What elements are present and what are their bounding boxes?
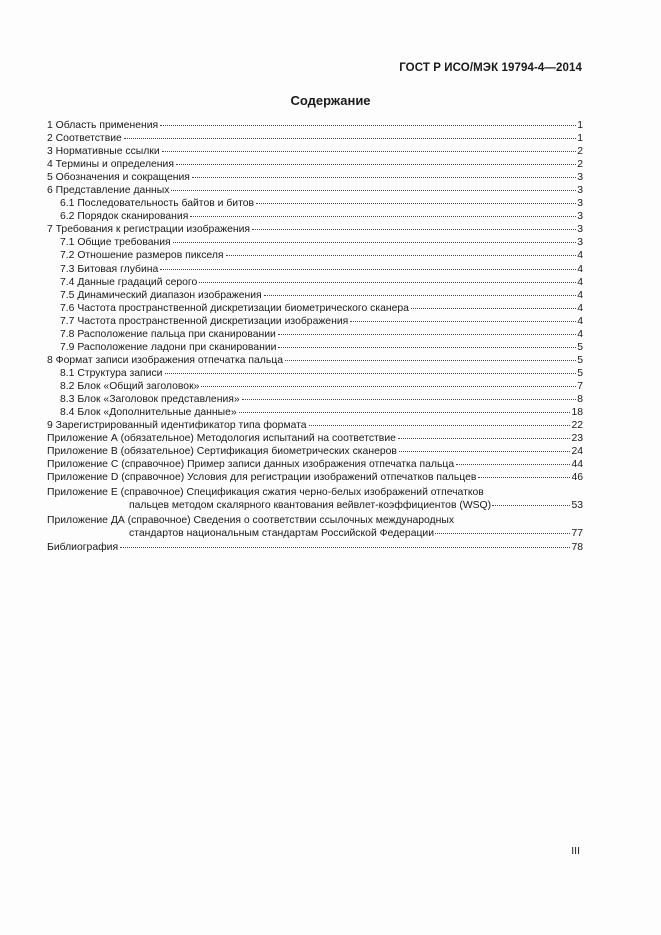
toc-page-number: 5 bbox=[577, 341, 583, 353]
toc-entry-label: 7.3 Битовая глубина bbox=[60, 263, 159, 275]
toc-leader-dots bbox=[165, 373, 577, 374]
toc-entry-label: 6.2 Порядок сканирования bbox=[60, 211, 189, 223]
toc-entry[interactable] bbox=[47, 197, 583, 210]
toc-entry-label: 5 Обозначения и сокращения bbox=[47, 172, 190, 184]
toc-entry[interactable] bbox=[47, 276, 583, 289]
toc-entry[interactable] bbox=[47, 471, 583, 484]
toc-entry-label: 4 Термины и определения bbox=[47, 159, 174, 171]
toc-entry-label: 7.4 Данные градаций серого bbox=[60, 276, 198, 288]
toc-page-number: 7 bbox=[577, 380, 583, 392]
toc-leader-dots bbox=[226, 255, 576, 256]
toc-page-number: 5 bbox=[577, 354, 583, 366]
toc-leader-dots bbox=[399, 451, 571, 452]
toc-entry-label: Приложение Е (справочное) Спецификация сжатия черно-белых изображений отпечатков bbox=[47, 487, 484, 499]
toc-entry-label: Приложение С (справочное) Пример записи данных изображения отпечатка пальца bbox=[47, 459, 455, 471]
toc-page-number: 2 bbox=[577, 159, 583, 171]
toc-entry-label: 7 Требования к регистрации изображения bbox=[47, 224, 251, 236]
toc-entry-label: 9 Зарегистрированный идентификатор типа формата bbox=[47, 420, 307, 432]
toc-page-number: 4 bbox=[577, 315, 583, 327]
toc-page-number: 5 bbox=[577, 367, 583, 379]
toc-entry-label: Приложение D (справочное) Условия для регистрации изображений отпечатков пальцев bbox=[47, 472, 477, 484]
toc-entry[interactable] bbox=[47, 432, 583, 445]
toc-entry-label: Приложение ДА (справочное) Сведения о соответствии ссылочных международных bbox=[47, 515, 455, 527]
toc-entry[interactable] bbox=[47, 171, 583, 184]
toc-entry-annex-da[interactable] bbox=[47, 514, 583, 540]
toc-entry[interactable] bbox=[47, 184, 583, 197]
toc-entry-label: 7.1 Общие требования bbox=[60, 237, 171, 249]
toc-entry-label: Приложение А (обязательное) Методология испытаний на соответствие bbox=[47, 433, 396, 445]
toc-entry[interactable] bbox=[47, 315, 583, 328]
toc-entry-label: 6 Представление данных bbox=[47, 185, 170, 197]
toc-entry[interactable] bbox=[47, 302, 583, 315]
toc-page-number: 44 bbox=[571, 459, 583, 471]
toc-leader-dots bbox=[160, 269, 576, 270]
toc-leader-dots bbox=[199, 282, 576, 283]
toc-entry-label: 8.2 Блок «Общий заголовок» bbox=[60, 380, 200, 392]
page-number-footer: III bbox=[571, 845, 580, 857]
toc-page-number: 4 bbox=[577, 250, 583, 262]
toc-page-number: 3 bbox=[577, 224, 583, 236]
toc-page-number: 78 bbox=[571, 541, 583, 553]
toc-entry-label: 6.1 Последовательность байтов и битов bbox=[60, 198, 255, 210]
toc-entry[interactable] bbox=[47, 445, 583, 458]
toc-leader-dots bbox=[176, 164, 576, 165]
toc-page-number: 77 bbox=[571, 528, 583, 540]
toc-leader-dots bbox=[278, 347, 576, 348]
toc-leader-dots bbox=[264, 295, 576, 296]
toc-entry[interactable] bbox=[47, 132, 583, 145]
toc-entry-label: Приложение В (обязательное) Сертификация биометрических сканеров bbox=[47, 446, 397, 458]
toc-leader-dots bbox=[278, 334, 576, 335]
toc-entry-label: 8 Формат записи изображения отпечатка пальца bbox=[47, 354, 283, 366]
toc-leader-dots bbox=[160, 125, 576, 126]
toc-page-number: 24 bbox=[571, 446, 583, 458]
toc-entry[interactable] bbox=[47, 367, 583, 380]
toc-leader-dots bbox=[124, 138, 576, 139]
toc-entry-label: 7.6 Частота пространственной дискретизации биометрического сканера bbox=[60, 302, 409, 314]
toc-entry-label: 7.8 Расположение пальца при сканировании bbox=[60, 328, 276, 340]
toc-entry-label: 7.5 Динамический диапазон изображения bbox=[60, 289, 262, 301]
toc-entry[interactable] bbox=[47, 158, 583, 171]
toc-entry-label: 7.9 Расположение ладони при сканировании bbox=[60, 341, 277, 353]
toc-page-number: 4 bbox=[577, 328, 583, 340]
toc-leader-dots bbox=[162, 151, 576, 152]
toc-entry[interactable] bbox=[47, 289, 583, 302]
toc-leader-dots bbox=[252, 229, 576, 230]
toc-entry[interactable] bbox=[47, 419, 583, 432]
toc-leader-dots bbox=[456, 464, 570, 465]
toc-leader-dots bbox=[120, 547, 570, 548]
toc-page-number: 53 bbox=[571, 500, 583, 512]
toc-leader-dots bbox=[285, 360, 576, 361]
toc-leader-dots bbox=[435, 533, 570, 534]
toc-leader-dots bbox=[192, 177, 576, 178]
toc-page-number: 4 bbox=[577, 263, 583, 275]
toc-page-number: 3 bbox=[577, 237, 583, 249]
toc-entry[interactable] bbox=[47, 263, 583, 276]
toc-page-number: 23 bbox=[571, 433, 583, 445]
toc-entry-label: Библиография bbox=[47, 541, 119, 553]
toc-entry-bibliography[interactable] bbox=[47, 541, 583, 554]
toc-leader-dots bbox=[190, 216, 576, 217]
toc-entry[interactable] bbox=[47, 223, 583, 236]
toc-entry[interactable] bbox=[47, 249, 583, 262]
toc-page-number: 3 bbox=[577, 185, 583, 197]
toc-leader-dots bbox=[478, 477, 570, 478]
toc-entry-annex-e[interactable] bbox=[47, 486, 583, 512]
toc-leader-dots bbox=[201, 386, 576, 387]
toc-entry[interactable] bbox=[47, 406, 583, 419]
toc-page-number: 3 bbox=[577, 198, 583, 210]
toc-leader-dots bbox=[256, 203, 576, 204]
toc-entry-label: 3 Нормативные ссылки bbox=[47, 146, 160, 158]
toc-entry-label: 2 Соответствие bbox=[47, 133, 122, 145]
document-code-header: ГОСТ Р ИСО/МЭК 19794-4—2014 bbox=[399, 62, 582, 74]
toc-leader-dots bbox=[309, 425, 571, 426]
toc-entry[interactable] bbox=[47, 210, 583, 223]
toc-page-number: 18 bbox=[571, 407, 583, 419]
toc-entry-label: 8.3 Блок «Заголовок представления» bbox=[60, 393, 240, 405]
toc-leader-dots bbox=[398, 438, 571, 439]
toc-leader-dots bbox=[411, 308, 576, 309]
toc-page-number: 2 bbox=[577, 146, 583, 158]
toc-entry-label: 7.7 Частота пространственной дискретизации изображения bbox=[60, 315, 349, 327]
table-of-contents bbox=[47, 119, 583, 554]
toc-leader-dots bbox=[239, 412, 571, 413]
toc-entry[interactable] bbox=[47, 458, 583, 471]
toc-leader-dots bbox=[173, 242, 576, 243]
toc-entry-label-continuation: пальцев методом скалярного квантования вейвлет-коэффициентов (WSQ) bbox=[129, 500, 492, 512]
toc-page-number: 1 bbox=[577, 133, 583, 145]
toc-entry[interactable] bbox=[47, 119, 583, 132]
toc-entry-label-continuation: стандартов национальным стандартам Российской Федерации bbox=[129, 528, 435, 540]
toc-entry[interactable] bbox=[47, 236, 583, 249]
toc-page-number: 3 bbox=[577, 172, 583, 184]
toc-page-number: 4 bbox=[577, 276, 583, 288]
toc-title: Содержание bbox=[290, 93, 371, 108]
toc-page-number: 4 bbox=[577, 289, 583, 301]
toc-leader-dots bbox=[171, 190, 576, 191]
toc-entry-label: 8.4 Блок «Дополнительные данные» bbox=[60, 407, 237, 419]
toc-leader-dots bbox=[350, 321, 576, 322]
toc-page-number: 46 bbox=[571, 472, 583, 484]
toc-entry-label: 8.1 Структура записи bbox=[60, 367, 163, 379]
toc-leader-dots bbox=[492, 505, 570, 506]
toc-page-number: 4 bbox=[577, 302, 583, 314]
toc-entry[interactable] bbox=[47, 341, 583, 354]
toc-entry[interactable] bbox=[47, 145, 583, 158]
toc-entry-label: 1 Область применения bbox=[47, 120, 159, 131]
toc-entry[interactable] bbox=[47, 328, 583, 341]
toc-page-number: 22 bbox=[571, 420, 583, 432]
toc-page-number: 3 bbox=[577, 211, 583, 223]
toc-page-number: 1 bbox=[577, 120, 583, 131]
toc-entry-label: 7.2 Отношение размеров пикселя bbox=[60, 250, 224, 262]
toc-leader-dots bbox=[242, 399, 576, 400]
toc-entry[interactable] bbox=[47, 354, 583, 367]
toc-page-number: 8 bbox=[577, 393, 583, 405]
toc-entry[interactable] bbox=[47, 380, 583, 393]
toc-entry[interactable] bbox=[47, 393, 583, 406]
